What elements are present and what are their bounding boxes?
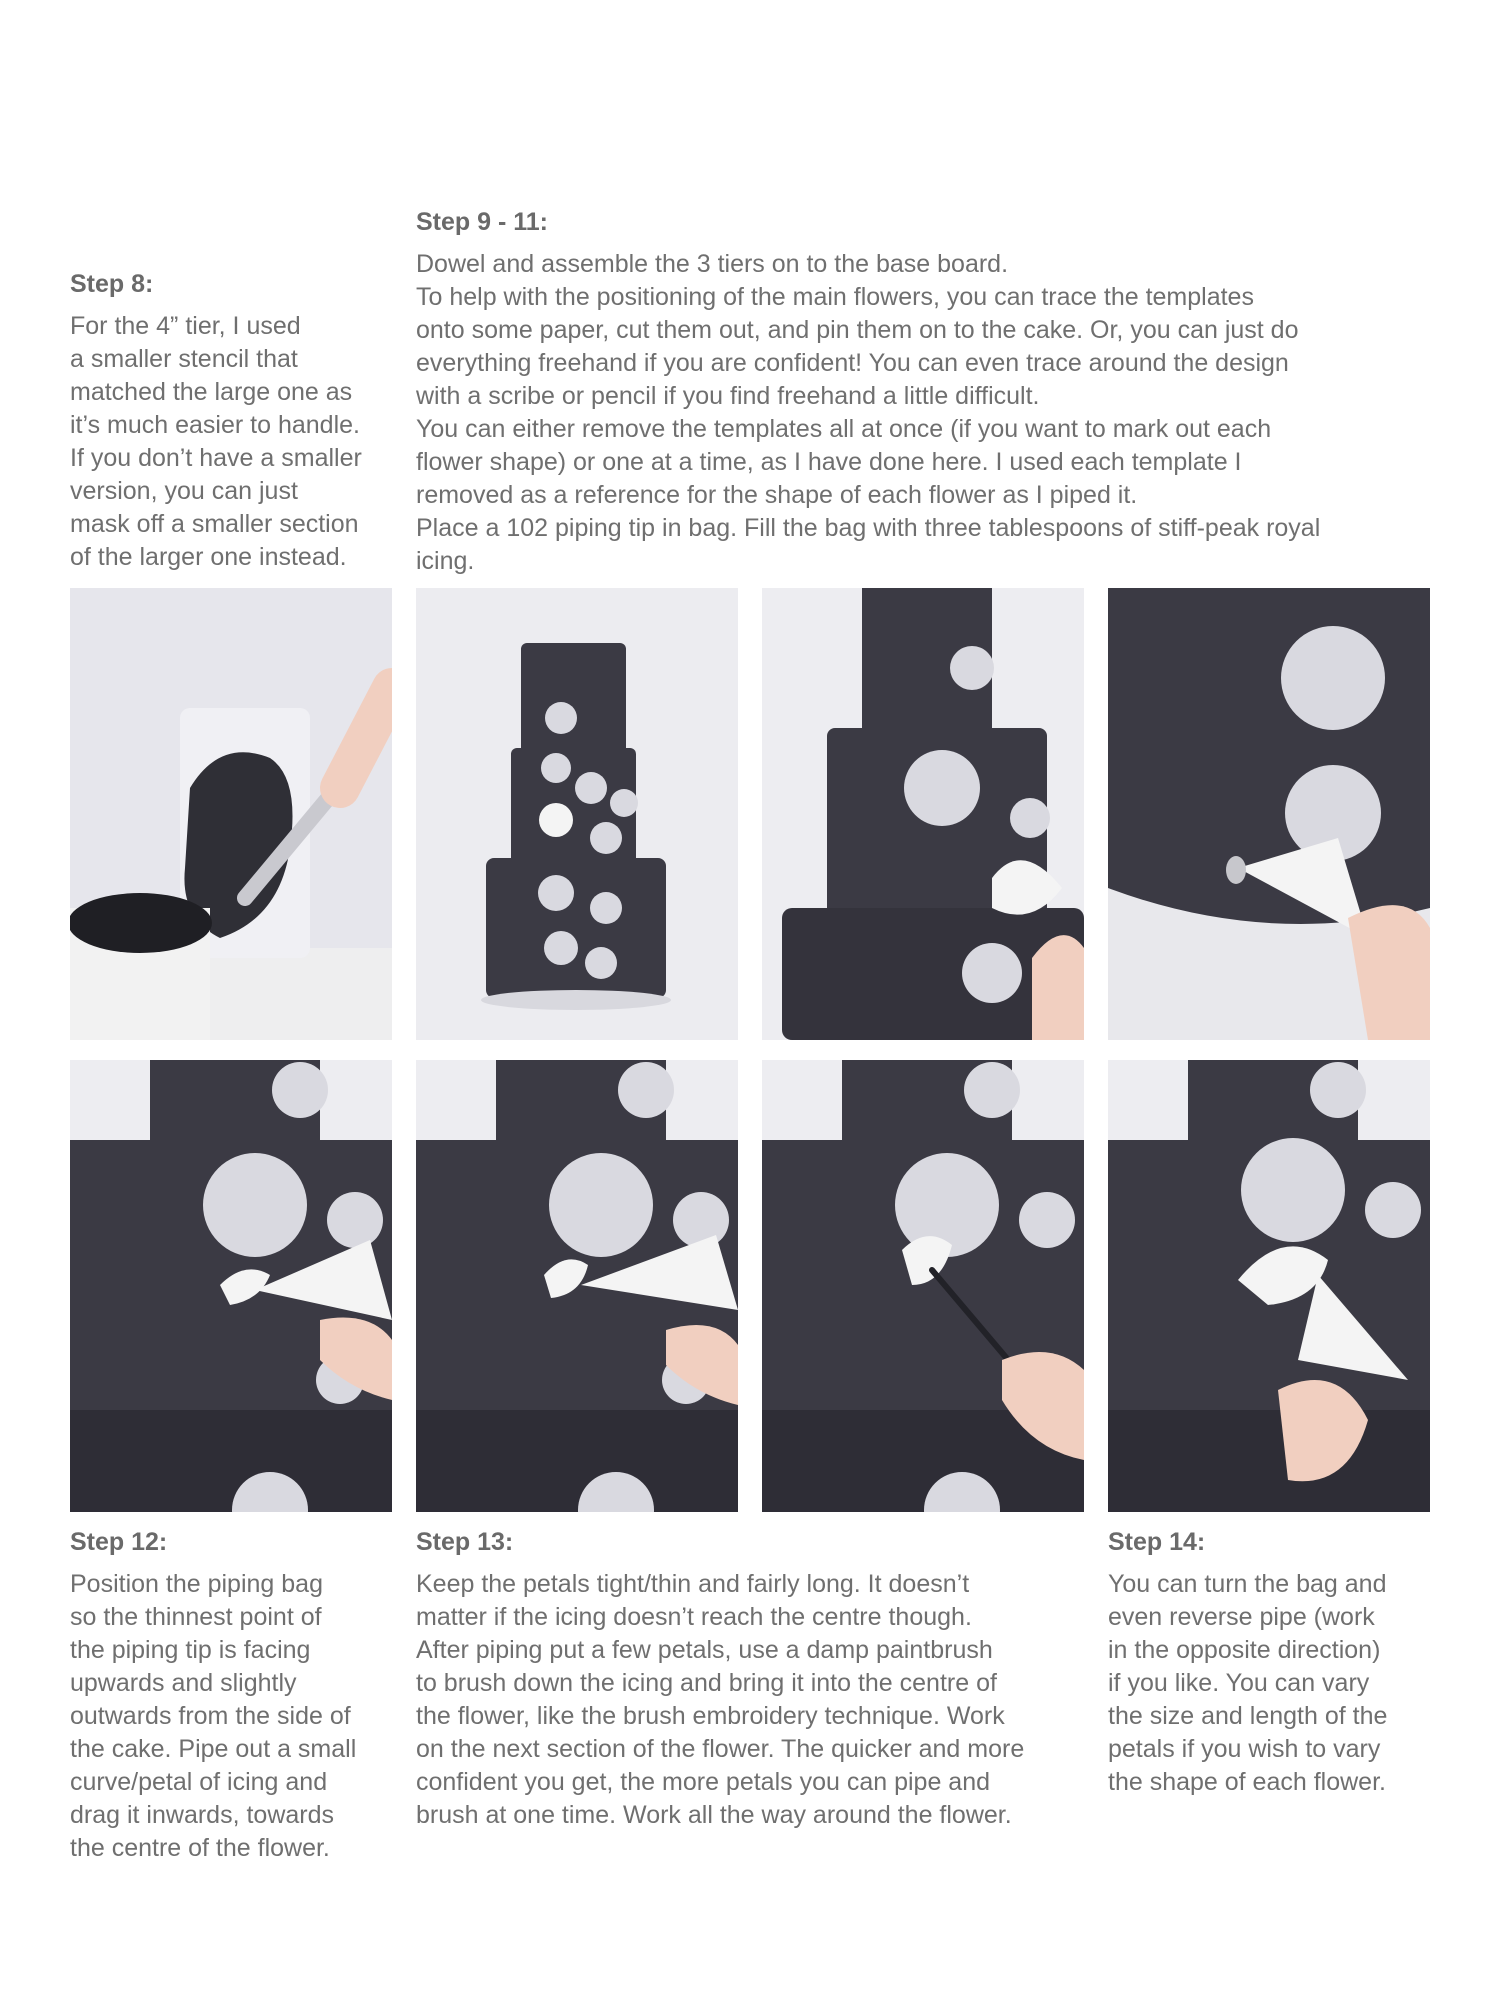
step-12-heading: Step 12: (70, 1528, 168, 1556)
photo-step-13-brushing (762, 1060, 1084, 1512)
photo-step-10-removing-template (762, 588, 1084, 1040)
step-14-body: You can turn the bag and even reverse pipe (work in the opposite direction) if you like. You can vary the size and length of the petals if you wish to vary the shape of each flower. (1108, 1570, 1388, 1796)
step-8-text (70, 268, 400, 574)
step-13-text (416, 1526, 1096, 1832)
photo-step-13-piping (416, 1060, 738, 1512)
step-14-heading: Step 14: (1108, 1528, 1206, 1556)
photo-step-14-reverse-piping (1108, 1060, 1430, 1512)
photo-step-12-piping (70, 1060, 392, 1512)
step-12-text (70, 1526, 400, 1865)
step-13-heading: Step 13: (416, 1528, 514, 1556)
step-9-11-heading: Step 9 - 11: (416, 208, 548, 236)
photo-step-11-piping-bag (1108, 588, 1430, 1040)
step-13-body: Keep the petals tight/thin and fairly long. It doesn’t matter if the icing doesn’t reach the centre though. After piping put a few petals, use a damp paintbrush to brush down the icing and bring it into the centre of the flower, like the brush embroidery technique. Work on the next section of the flower. The quicker and more confident you get, the more petals you can pipe and brush at one time. Work all the way around the flower. (416, 1570, 1025, 1829)
step-9-11-body: Dowel and assemble the 3 tiers on to the base board. To help with the positioning of the main flowers, you can trace the templates onto some paper, cut them out, and pin them on to the cake. Or, you can just do everything freehand if you are confident! You can even trace around the design with a scribe or pencil if you find freehand a little difficult. You can either remove the templates all at once (if you want to mark out each flower shape) or one at a time, as I have done here. I used each template I removed as a reference for the shape of each flower as I piped it. Place a 102 piping tip in bag. Fill the bag with three tablespoons of stiff-peak royal icing. (416, 250, 1321, 575)
step-12-body: Position the piping bag so the thinnest point of the piping tip is facing upwards and slightly outwards from the side of the cake. Pipe out a small curve/petal of icing and drag it inwards, towards the centre of the flower. (70, 1570, 357, 1862)
step-9-11-text (416, 206, 1436, 578)
photo-step-9-cake-templates (416, 588, 738, 1040)
step-8-body: For the 4” tier, I used a smaller stencil that matched the large one as it’s much easier to handle. If you don’t have a smaller version, you can just mask off a smaller section of the larger one instead. (70, 312, 362, 571)
photo-step-8-stencil (70, 588, 392, 1040)
step-14-text (1108, 1526, 1448, 1799)
step-8-heading: Step 8: (70, 270, 154, 298)
